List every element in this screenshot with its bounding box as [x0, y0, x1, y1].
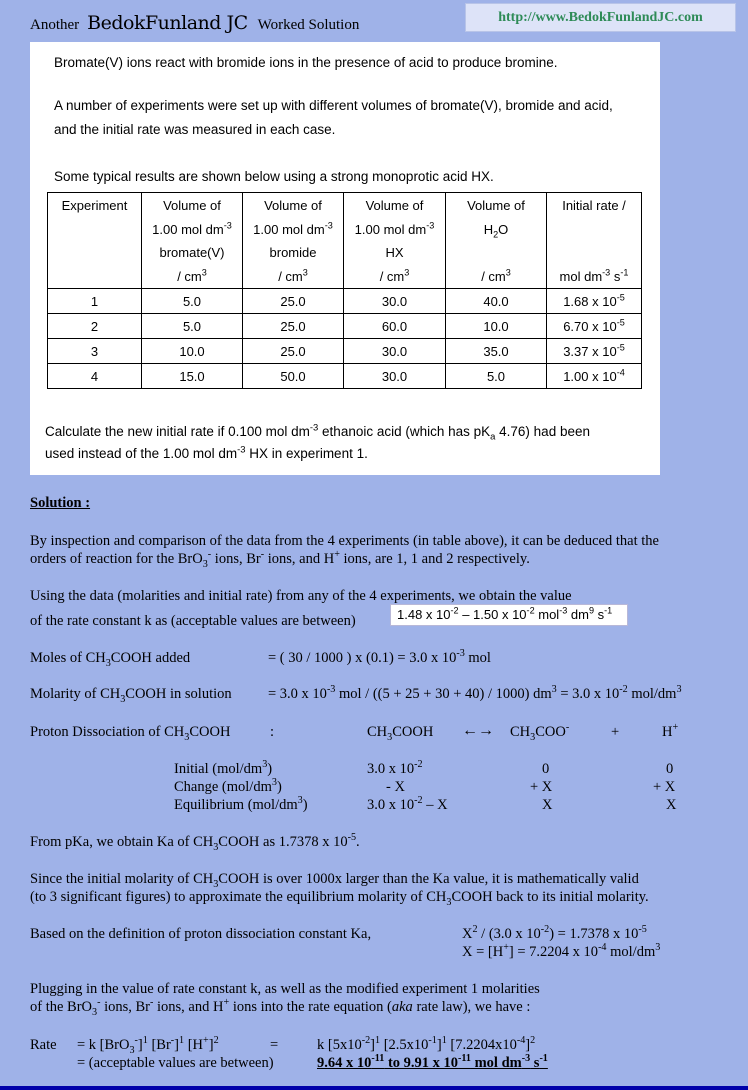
question-results-intro: Some typical results are shown below using a strong monoprotic acid HX.: [54, 169, 494, 184]
approx-line-1: Since the initial molarity of $CH_3COOH$ is over 1000x larger than the Ka value, it is mathematically valid: [30, 871, 639, 890]
ice-c3-change: + X: [653, 779, 676, 795]
dissoc-colon: :: [270, 724, 275, 740]
moles-value: = ( 30 / 1000 ) x (0.1) = 3.0 x $10^{-3}$ mol: [268, 648, 491, 666]
species-ch3cooh: $CH_3COOH$: [367, 724, 434, 743]
table-row: 1 5.0 25.0 30.0 40.0 1.68 x $10^{-5}$: [48, 289, 642, 314]
question-task-1: Calculate the new initial rate if 0.100 mol $dm^{-3}$ ethanoic acid (which has $pK_a$ 4.76) had been: [45, 422, 590, 443]
molarity-value: = 3.0 x $10^{-3}$ mol / ((5 + 25 + 30 + 40) / 1000) $dm^3 = 3.0$ x $10^{-2}$ mol/$dm^3$: [268, 684, 682, 702]
ka-equation-1: $X^2 / (3.0$ x $10^{-2}) = 1.7378$ x $10^{-5}$: [462, 924, 647, 942]
dissoc-label: Proton Dissociation of $CH_3COOH$: [30, 724, 231, 743]
rate-substitution: k $[5x10^{-2}]^1$ $[2.5x10^{-1}]^1$ $[7.2204x10^{-4}]^2$: [317, 1035, 536, 1053]
question-box: [30, 42, 660, 475]
ice-c1-initial: 3.0 x $10^{-2}$: [367, 759, 423, 777]
question-setup-1: A number of experiments were set up with different volumes of bromate(V), bromide and acid,: [54, 98, 613, 113]
ice-c2-eq: X: [542, 797, 553, 813]
solution-p2-line2: of the rate constant k as (acceptable values are between): [30, 613, 356, 629]
solution-p1-line2: orders of reaction for the BrO$_3$- ions, Br- ions, and H+ ions, are 1, 1 and 2 respectively.: [30, 549, 530, 570]
moles-label: Moles of $CH_3COOH$ added: [30, 650, 191, 669]
plug-line-1: Plugging in the value of rate constant k, as well as the modified experiment 1 molarities: [30, 981, 540, 997]
table-row: 2 5.0 25.0 60.0 10.0 6.70 x $10^{-5}$: [48, 314, 642, 339]
question-task-2: used instead of the 1.00 mol $dm^{-3}$ HX in experiment 1.: [45, 444, 368, 461]
site-url-link[interactable]: http://www.BedokFunlandJC.com: [465, 3, 736, 32]
table-header-row: [48, 193, 642, 289]
plus-sign: +: [611, 724, 620, 740]
ice-c1-change: - X: [386, 779, 405, 795]
ice-c3-eq: X: [666, 797, 677, 813]
th-bromate: Volume of 1.00 mol $dm^{-3}$ bromate(V) / $cm^3$: [142, 193, 243, 289]
footer-divider: [0, 1086, 748, 1090]
brand-logo: BedokFunland JC: [87, 12, 248, 34]
ice-c1-eq: 3.0 x $10^{-2}$ – X: [367, 795, 448, 813]
solution-heading: Solution :: [30, 495, 91, 511]
final-answer: 9.64 x $10^{-11}$ to 9.91 x $10^{-11}$ mol $dm^{-3}$ $s^{-1}$: [317, 1053, 548, 1071]
ice-initial-label: Initial $(mol/dm^3)$: [174, 759, 273, 777]
ice-c3-initial: 0: [666, 761, 674, 777]
species-h: H+: [662, 722, 679, 740]
results-table: [47, 192, 642, 389]
solution-p2-line1: Using the data (molarities and initial rate) from any of the 4 experiments, we obtain the value: [30, 588, 572, 604]
table-row: 4 15.0 50.0 30.0 5.0 1.00 x $10^{-4}$: [48, 364, 642, 389]
th-bromide: Volume of 1.00 mol $dm^{-3}$ bromide / $cm^3$: [243, 193, 344, 289]
header-suffix: Worked Solution: [257, 17, 360, 33]
th-rate: Initial rate / mol $dm^{-3}$ $s^{-1}$: [547, 193, 642, 289]
plug-line-2: of the BrO$_3$- ions, Br- ions, and H+ ions into the rate equation (aka rate law), we have :: [30, 997, 531, 1018]
pka-line: From pKa, we obtain Ka of $CH_3COOH$ as 1.7378 x $10^{-5}$.: [30, 832, 360, 853]
solution-p1-line1: By inspection and comparison of the data from the 4 experiments (in table above), it can be deduced that the: [30, 533, 659, 549]
header-prefix: Another: [30, 17, 80, 33]
k-range-box: 1.48 x $10^{-2} - 1.50$ x $10^{-2}$ mol$^{-3}$ $dm^9$ $s^{-1}$: [390, 604, 628, 626]
table-row: 3 10.0 25.0 30.0 35.0 3.37 x $10^{-5}$: [48, 339, 642, 364]
question-setup-2: and the initial rate was measured in each case.: [54, 122, 336, 137]
approx-line-2: (to 3 significant figures) to approximate the equilibrium molarity of $CH_3COOH$ back to its initial molarity.: [30, 889, 649, 908]
ka-equation-2: X = [H+] = 7.2204 x $10^{-4}$ mol/$dm^3$: [462, 942, 661, 960]
molarity-label: Molarity of $CH_3COOH$ in solution: [30, 686, 232, 705]
th-hx: Volume of 1.00 mol $dm^{-3}$ HX / $cm^3$: [344, 193, 446, 289]
equilibrium-arrow: ←→: [462, 722, 494, 739]
ice-c2-initial: 0: [542, 761, 550, 777]
rate-equation: = k $[BrO_3^-]^1$ $[Br^-]^1$ $[H^+]^2$: [77, 1035, 219, 1056]
ice-c2-change: + X: [530, 779, 553, 795]
rate-label: Rate: [30, 1037, 57, 1053]
ice-change-label: Change $(mol/dm^3)$: [174, 777, 282, 795]
th-experiment: Experiment: [48, 193, 142, 289]
rate-acceptable-label: = (acceptable values are between): [77, 1055, 274, 1071]
species-ch3coo: $CH_3COO^-$: [510, 722, 570, 743]
rate-equals: =: [270, 1037, 279, 1053]
ice-eq-label: Equilibrium $(mol/dm^3)$: [174, 795, 308, 813]
page-header: [30, 12, 359, 34]
ka-definition: Based on the definition of proton dissociation constant Ka,: [30, 926, 372, 942]
th-water: Volume of $H_2O$ / $cm^3$: [446, 193, 547, 289]
question-intro: Bromate(V) ions react with bromide ions in the presence of acid to produce bromine.: [54, 55, 558, 70]
